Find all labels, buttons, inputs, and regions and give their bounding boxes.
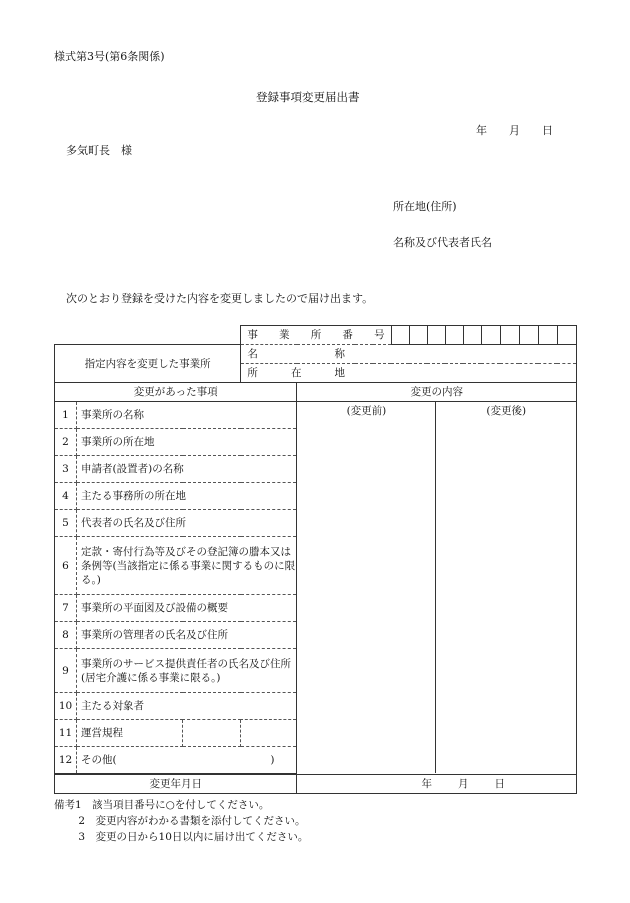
item-label: 事業所のサービス提供責任者の氏名及び住所(居宅介護に係る事業に限る。) bbox=[77, 649, 297, 693]
item-label: 主たる対象者 bbox=[77, 693, 297, 720]
item-number[interactable]: 8 bbox=[55, 622, 77, 649]
office-name-field[interactable] bbox=[355, 345, 576, 364]
items-header: 変更があった事項 bbox=[55, 383, 297, 402]
note-2: 2 変更内容がわかる書類を添付してください。 bbox=[54, 815, 306, 827]
item-number[interactable]: 1 bbox=[55, 402, 77, 429]
addressee: 多気町長 様 bbox=[66, 144, 132, 157]
office-number-box[interactable] bbox=[481, 326, 500, 345]
office-number-box[interactable] bbox=[538, 326, 557, 345]
submission-date: 年 月 日 bbox=[476, 124, 553, 137]
intro-text: 次のとおり登録を受けた内容を変更しましたので届け出ます。 bbox=[66, 292, 374, 305]
item-number[interactable]: 4 bbox=[55, 483, 77, 510]
item-label: 運営規程 bbox=[77, 720, 183, 747]
item-number[interactable]: 11 bbox=[55, 720, 77, 747]
item-number[interactable]: 10 bbox=[55, 693, 77, 720]
item-number[interactable]: 7 bbox=[55, 595, 77, 622]
item-label: 事業所の名称 bbox=[77, 402, 297, 429]
item-label: その他( bbox=[81, 754, 117, 766]
before-field[interactable] bbox=[297, 420, 435, 773]
item-label: 代表者の氏名及び住所 bbox=[77, 510, 297, 537]
item-label: 事業所の所在地 bbox=[77, 429, 297, 456]
item-number[interactable]: 9 bbox=[55, 649, 77, 693]
before-label: (変更前) bbox=[346, 405, 387, 417]
item-number[interactable]: 2 bbox=[55, 429, 77, 456]
other-item[interactable] bbox=[77, 747, 297, 774]
office-number-box[interactable] bbox=[557, 326, 576, 345]
office-number-box[interactable] bbox=[445, 326, 463, 345]
after-field[interactable] bbox=[436, 420, 576, 773]
name-label: 名称及び代表者氏名 bbox=[393, 236, 492, 249]
change-table bbox=[54, 325, 577, 794]
item-label: 事業所の平面図及び設備の概要 bbox=[77, 595, 297, 622]
change-date-label: 変更年月日 bbox=[55, 775, 297, 794]
item-label: 申請者(設置者)の名称 bbox=[77, 456, 297, 483]
form-title: 登録事項変更届出書 bbox=[256, 90, 360, 104]
item-number[interactable]: 3 bbox=[55, 456, 77, 483]
office-location-field[interactable] bbox=[355, 364, 576, 383]
office-name-label: 名 称 bbox=[241, 345, 355, 364]
address-label: 所在地(住所) bbox=[393, 200, 457, 213]
item-label: ) bbox=[270, 754, 275, 766]
note-1: 備考1 該当項目番号に○を付してください。 bbox=[54, 799, 270, 811]
contents-header: 変更の内容 bbox=[297, 383, 577, 402]
office-section-label: 指定内容を変更した事業所 bbox=[55, 345, 241, 383]
office-number-box[interactable] bbox=[391, 326, 409, 345]
note-3: 3 変更の日から10日以内に届け出てください。 bbox=[54, 831, 309, 843]
item-label: 主たる事務所の所在地 bbox=[77, 483, 297, 510]
item-number[interactable]: 6 bbox=[55, 537, 77, 595]
form-number: 様式第3号(第6条関係) bbox=[54, 50, 165, 63]
item-label: 定款・寄付行為等及びその登記簿の謄本又は条例等(当該指定に係る事業に関するものに限る。) bbox=[77, 537, 297, 595]
office-number-label: 事 業 所 番 号 bbox=[241, 326, 391, 345]
office-number-box[interactable] bbox=[409, 326, 427, 345]
change-date-field[interactable]: 年 月 日 bbox=[297, 775, 577, 794]
item-label: 事業所の管理者の氏名及び住所 bbox=[77, 622, 297, 649]
rules-field[interactable] bbox=[183, 720, 241, 747]
office-location-label: 所 在 地 bbox=[241, 364, 355, 383]
office-number-box[interactable] bbox=[427, 326, 445, 345]
office-number-box[interactable] bbox=[500, 326, 519, 345]
office-number-box[interactable] bbox=[519, 326, 538, 345]
change-contents-area bbox=[297, 402, 577, 775]
item-number[interactable]: 5 bbox=[55, 510, 77, 537]
office-number-box[interactable] bbox=[463, 326, 481, 345]
item-number[interactable]: 12 bbox=[55, 747, 77, 774]
after-label: (変更後) bbox=[486, 405, 527, 417]
rules-field[interactable] bbox=[241, 720, 297, 747]
notes bbox=[54, 797, 308, 845]
